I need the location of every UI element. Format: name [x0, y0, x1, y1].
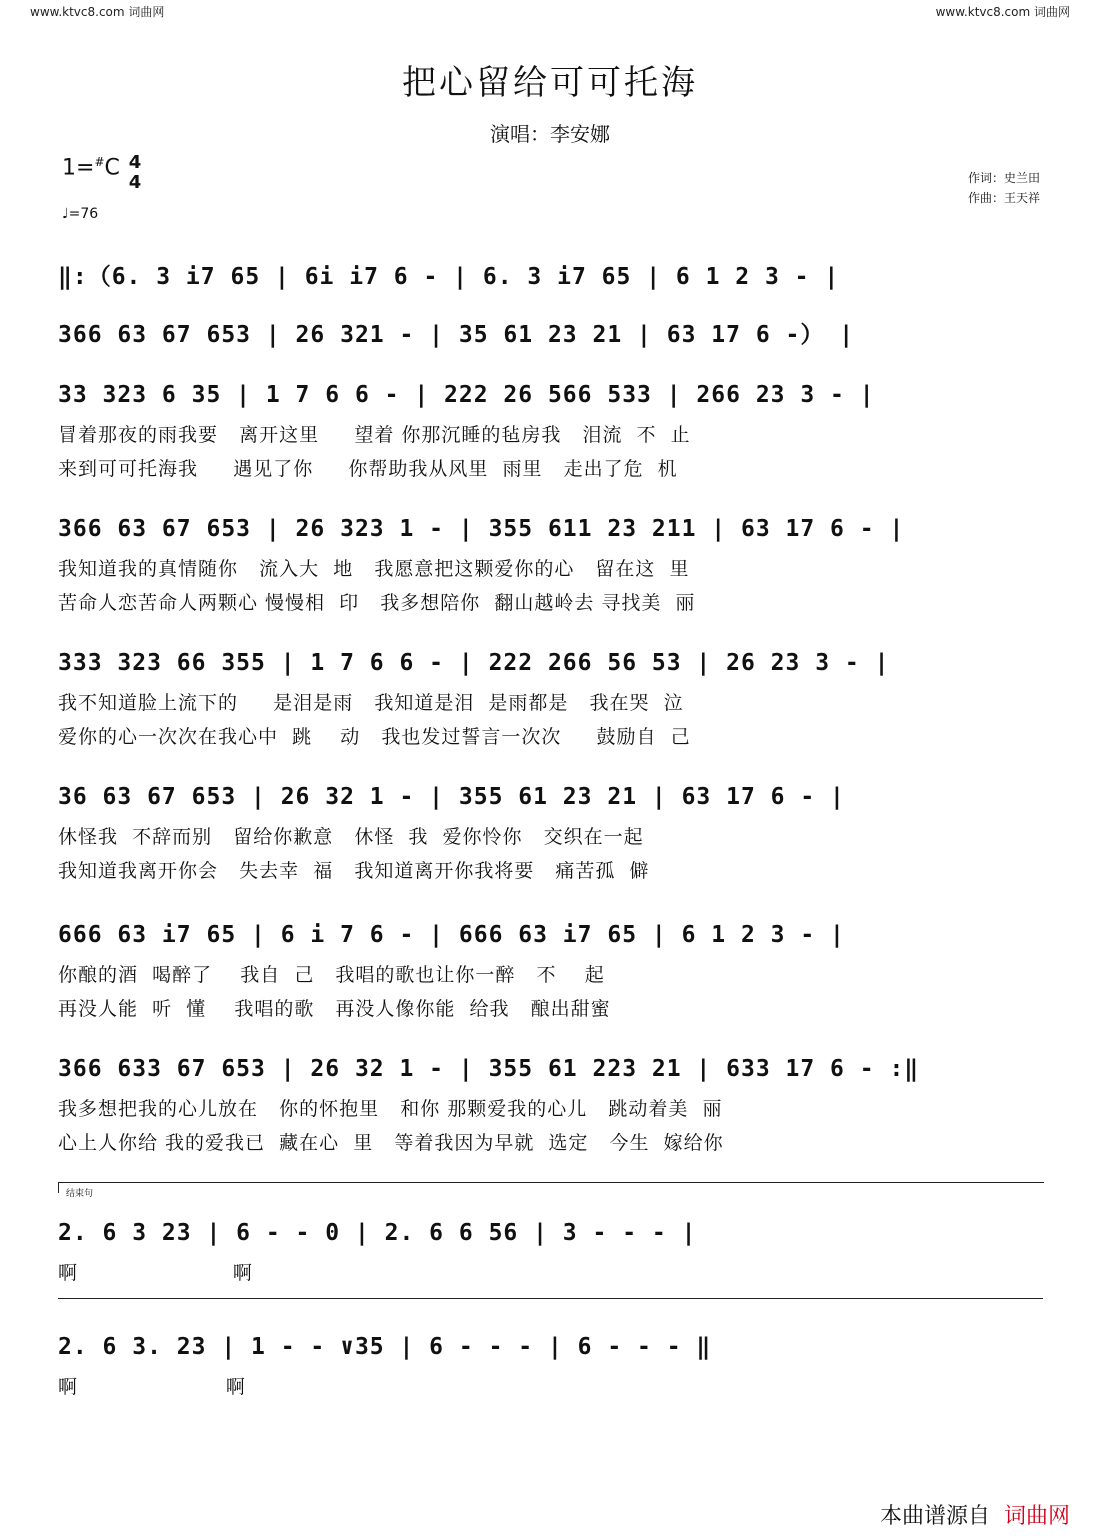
lyric-verse-2: 我知道我离开你会 失去幸 福 我知道离开你我将要 痛苦孤 僻 [58, 860, 650, 882]
key-signature: 1=#C [62, 155, 120, 181]
score-row-4 [58, 516, 1043, 616]
ending-label: 结束句 [66, 1189, 94, 1199]
watermark-right: www.ktvc8.com 词曲网 [935, 5, 1070, 19]
lyric-verse-1: 我知道我的真情随你 流入大 地 我愿意把这颗爱你的心 留在这 里 [58, 558, 690, 580]
score-row-8 [58, 1056, 1043, 1156]
lyric-verse-1: 我多想把我的心儿放在 你的怀抱里 和你 那颗爱我的心儿 跳动着美 丽 [58, 1098, 723, 1120]
credits [968, 168, 1040, 208]
lyricist: 作词：史兰田 [967, 171, 1040, 185]
composer: 作曲：王天祥 [967, 191, 1040, 205]
notes-line: 366 63 67 653 | 26 321 - | 35 61 23 21 | 63 17 6 -） | [58, 322, 855, 348]
notes-line: 2. 6 3 23 | 6 - - 0 | 2. 6 6 56 | 3 - - - | [58, 1220, 697, 1246]
lyric-verse-1: 冒着那夜的雨我要 离开这里 望着 你那沉睡的毡房我 泪流 不 止 [58, 424, 691, 446]
lyric-verse-1: 你酿的酒 喝醉了 我自 己 我唱的歌也让你一醉 不 起 [58, 964, 605, 986]
score-row-10 [58, 1334, 1043, 1434]
footer-text: 本曲谱源自 [879, 1504, 990, 1529]
lyric-verse-2: 来到可可托海我 遇见了你 你帮助我从风里 雨里 走出了危 机 [58, 458, 678, 480]
notes-line: 366 63 67 653 | 26 323 1 - | 355 611 23 211 | 63 17 6 - | [58, 516, 905, 542]
notes-line: 33 323 6 35 | 1 7 6 6 - | 222 26 566 533 | 266 23 3 - | [58, 382, 875, 408]
lyric-line: 啊 啊 [58, 1376, 246, 1398]
lyric-line: 啊 啊 [58, 1262, 253, 1284]
watermark-left: www.ktvc8.com 词曲网 [30, 5, 165, 19]
lyric-verse-1: 我不知道脸上流下的 是泪是雨 我知道是泪 是雨都是 我在哭 泣 [58, 692, 684, 714]
footer-brand[interactable]: 词曲网 [1003, 1504, 1070, 1529]
ending-divider [58, 1298, 1043, 1299]
notes-line: 366 633 67 653 | 26 32 1 - | 355 61 223 21 | 633 17 6 - :‖ [58, 1056, 920, 1082]
lyric-verse-2: 再没人能 听 懂 我唱的歌 再没人像你能 给我 酿出甜蜜 [58, 998, 611, 1020]
score-row-6 [58, 784, 1043, 884]
ending-bracket [58, 1182, 1044, 1193]
notes-line: 333 323 66 355 | 1 7 6 6 - | 222 266 56 53 | 26 23 3 - | [58, 650, 890, 676]
song-title: 把心留给可可托海 [402, 63, 698, 103]
score-row-7 [58, 922, 1043, 1022]
lyric-verse-1: 休怪我 不辞而别 留给你歉意 休怪 我 爱你怜你 交织在一起 [58, 826, 644, 848]
notes-line: 2. 6 3. 23 | 1 - - ∨35 | 6 - - - | 6 - - - ‖ [58, 1334, 712, 1360]
singer: 演唱：李安娜 [490, 122, 610, 146]
score-row-3 [58, 382, 1043, 482]
lyric-verse-2: 心上人你给 我的爱我已 藏在心 里 等着我因为早就 选定 今生 嫁给你 [58, 1132, 724, 1154]
footer-source [880, 1499, 1070, 1530]
score-row-5 [58, 650, 1043, 750]
notes-line: 36 63 67 653 | 26 32 1 - | 355 61 23 21 | 63 17 6 - | [58, 784, 845, 810]
notes-line: 666 63 i7 65 | 6 i 7 6 - | 666 63 i7 65 | 6 1 2 3 - | [58, 922, 845, 948]
tempo: ♩=76 [62, 206, 99, 222]
quarter-note-icon: ♩ [62, 206, 69, 222]
lyric-verse-2: 爱你的心一次次在我心中 跳 动 我也发过誓言一次次 鼓励自 己 [58, 726, 691, 748]
time-signature: 4 4 [128, 152, 142, 193]
score-row-9 [58, 1220, 1043, 1320]
notes-line: ‖:（6. 3 i7 65 | 6i i7 6 - | 6. 3 i7 65 | 6 1 2 3 - | [58, 264, 840, 290]
lyric-verse-2: 苦命人恋苦命人两颗心 慢慢相 印 我多想陪你 翻山越岭去 寻找美 丽 [58, 592, 696, 614]
